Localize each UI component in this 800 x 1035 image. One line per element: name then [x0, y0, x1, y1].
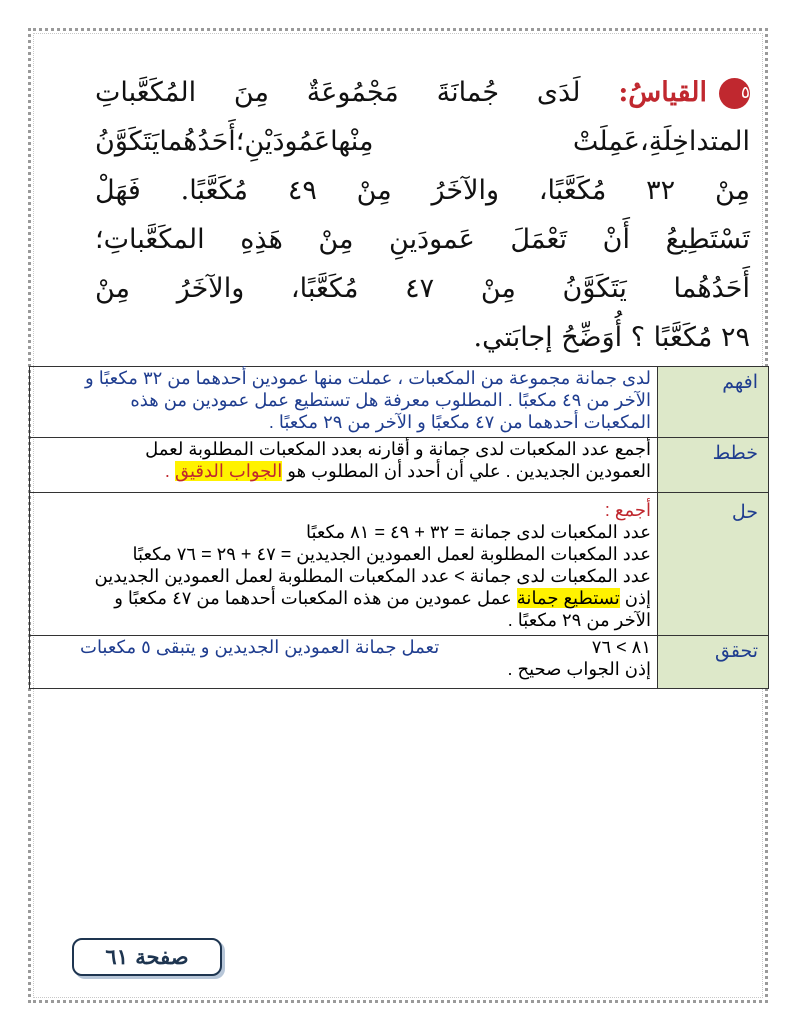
check-comparison: ٨١ > ٧٦ — [591, 637, 651, 657]
solve-line-2: عدد المكعبات المطلوبة لعمل العمودين الجديدين = ٤٧ + ٢٩ = ٧٦ مكعبًا — [132, 544, 651, 564]
page-number-badge: صفحة ٦١ — [72, 938, 222, 976]
check-line-2: إذن الجواب صحيح . — [507, 659, 651, 679]
solve-line-3: عدد المكعبات لدى جمانة > عدد المكعبات المطلوبة لعمل العمودين الجديدين — [94, 566, 651, 586]
problem-line-6: ٢٩ مُكَعَّبًا ؟ أُوَضِّحُ إجابَتي. — [473, 322, 750, 353]
step-content-solve — [30, 493, 658, 636]
step-label-check: تحقق — [658, 636, 769, 689]
step-label-solve: حل — [658, 493, 769, 636]
step-content-plan — [30, 438, 658, 493]
problem-line-5: أَحَدُهُما يَتَكَوَّنُ مِنْ ٤٧ مُكَعَّبًا، والآخَرُ مِنْ — [95, 273, 750, 304]
plan-end: . — [164, 461, 175, 481]
problem-line-3: مِنْ ٣٢ مُكَعَّبًا، والآخَرُ مِنْ ٤٩ مُكَعَّبًا. فَهَلْ — [95, 175, 751, 206]
check-note: تعمل جمانة العمودين الجديدين و يتبقى ٥ مكعبات — [80, 637, 440, 657]
plan-highlight: الجواب الدقيق — [174, 461, 283, 481]
step-row-solve — [30, 493, 769, 636]
step-row-understand — [30, 367, 769, 438]
step-row-plan — [30, 438, 769, 493]
step-content-check — [30, 636, 658, 689]
problem-heading: القياسُ: — [618, 77, 707, 108]
step-label-plan: خطط — [658, 438, 769, 493]
solve-line-4-end: عمل عمودين من هذه المكعبات أحدهما من ٤٧ مكعبًا و الآخر من ٢٩ مكعبًا . — [114, 588, 651, 630]
problem-line-4: تَسْتَطِيعُ أَنْ تَعْمَلَ عَمودَينِ مِنْ هَذِهِ المكَعَّباتِ؛ — [95, 224, 750, 255]
solve-line-4-start: إذن — [619, 588, 651, 608]
solve-line-1: عدد المكعبات لدى جمانة = ٣٢ + ٤٩ = ٨١ مكعبًا — [305, 522, 651, 542]
solution-steps-table — [29, 366, 769, 689]
solve-line-4 — [80, 587, 651, 631]
step-row-check — [30, 636, 769, 689]
problem-line-1 — [95, 68, 750, 117]
check-line-1 — [80, 636, 651, 658]
problem-text: لَدَى جُمانَةَ مَجْمُوعَةٌ مِنَ المُكَعَّباتِ — [95, 77, 581, 108]
problem-line-2: المتداخِلَةِ،عَمِلَتْ مِنْهاعَمُودَيْنِ؛أَحَدُهُمايَتَكَوَّنُ — [95, 126, 750, 157]
step-label-understand: افهم — [658, 367, 769, 438]
solve-highlight: تستطيع جمانة — [516, 588, 620, 608]
solve-heading: أجمع : — [604, 500, 651, 520]
problem-statement — [95, 68, 750, 362]
step-content-understand: لدى جمانة مجموعة من المكعبات ، عملت منها عمودين أحدهما من ٣٢ مكعبًا و الآخر من ٤٩ مكعبًا . المطلوب معرفة هل تستطيع عمل عمودين من هذه المكعبات أحدهما من ٤٧ مكعبًا و الآخر من ٢٩ مكعبًا . — [30, 367, 658, 438]
plan-text: أجمع عدد المكعبات لدى جمانة و أقارنه بعدد المكعبات المطلوبة لعمل العمودين الجديدين . علي أن أحدد أن المطلوب هو — [145, 439, 651, 481]
problem-number-badge: ٥ — [719, 78, 750, 109]
